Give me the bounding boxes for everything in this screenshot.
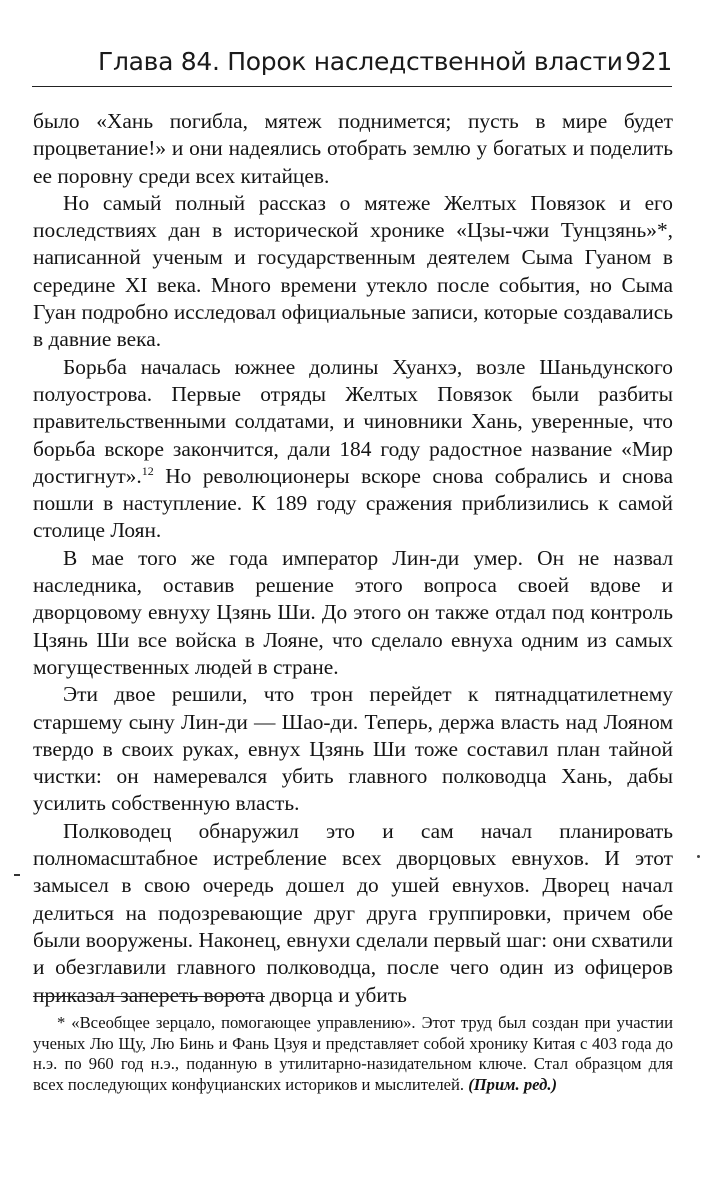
paragraph-3 — [33, 354, 673, 545]
paragraph-1: было «Хань погибла, мятеж поднимется; пусть в мире будет процветание!» и они надеялись отобрать землю у богатых и поделить ее поровну среди всех китайцев. — [33, 109, 673, 188]
body-text — [33, 108, 673, 1009]
margin-mark — [14, 874, 20, 876]
paragraph-2: Но самый полный рассказ о мятеже Желтых Повязок и его последствиях дан в исторической хронике «Цзы-чжи Тунцзянь»*, написанной ученым и государственным деятелем Сыма Гуаном в середине XI века. Много времени утекло после события, но Сыма Гуан подробно исследовал официальные записи, которые создавались в давние века. — [33, 190, 673, 352]
paragraph-3-part-2: Но революционеры вскоре снова собрались и снова пошли в наступление. К 189 году сражения приблизились к самой столице Лоян. — [33, 463, 673, 543]
paragraph-6: Полководец обнаружил это и сам начал планировать полномасштабное истребление всех дворцовых евнухов. И этот замысел в свою очередь дошел до ушей евнухов. Дворец начал делиться на подозревающие друг друга группировки, причем обе были вооружены. Наконец, евнухи сделали первый шаг: они схватили и обезглавили главного полководца, после чего один из офицеров приказал запереть ворота дворца и убить — [33, 818, 673, 1007]
footnote — [33, 1013, 673, 1095]
footnote-rule — [33, 996, 265, 997]
running-header — [32, 36, 672, 76]
header-rule — [32, 86, 672, 87]
footnote-text: * «Всеобщее зерцало, помогающее управлению». Этот труд был создан при участии ученых Лю Щу, Лю Бинь и Фань Цзуя и представляет собой хронику Китая с 403 года до н.э. по 960 год н.э., поданную в утилитарно-назидательном ключе. Стал образцом для всех последующих конфуцианских историков и мыслителей. — [33, 1013, 673, 1094]
paragraph-3-part-1: Борьба началась южнее долины Хуанхэ, возле Шаньдунского полуострова. Первые отряды Желтых Повязок были разбиты правительственными солдатами, и чиновники Хань, уверенные, что борьба вскоре закончится, дали 184 году радостное название «Мир достигнут». — [33, 354, 673, 488]
page-number: 921 — [625, 47, 672, 76]
editor-note: (Прим. ред.) — [468, 1074, 557, 1094]
paragraph-4: В мае того же года император Лин-ди умер. Он не назвал наследника, оставив решение этого вопроса своей вдове и дворцовому евнуху Цзянь Ши. До этого он также отдал под контроль Цзянь Ши все войска в Лояне, что сделало евнуха одним из самых могущественных людей в стране. — [33, 545, 673, 679]
paragraph-5: Эти двое решили, что трон перейдет к пятнадцатилетнему старшему сыну Лин-ди — Шао-ди. Теперь, держа власть над Лояном твердо в своих руках, евнух Цзянь Ши тоже составил план тайной чистки: он намеревался убить главного полководца Хань, дабы усилить собственную власть. — [33, 682, 673, 816]
endnote-reference: 12 — [141, 463, 154, 478]
margin-dot — [697, 855, 700, 858]
chapter-title: Глава 84. Порок наследственной власти — [98, 47, 623, 76]
